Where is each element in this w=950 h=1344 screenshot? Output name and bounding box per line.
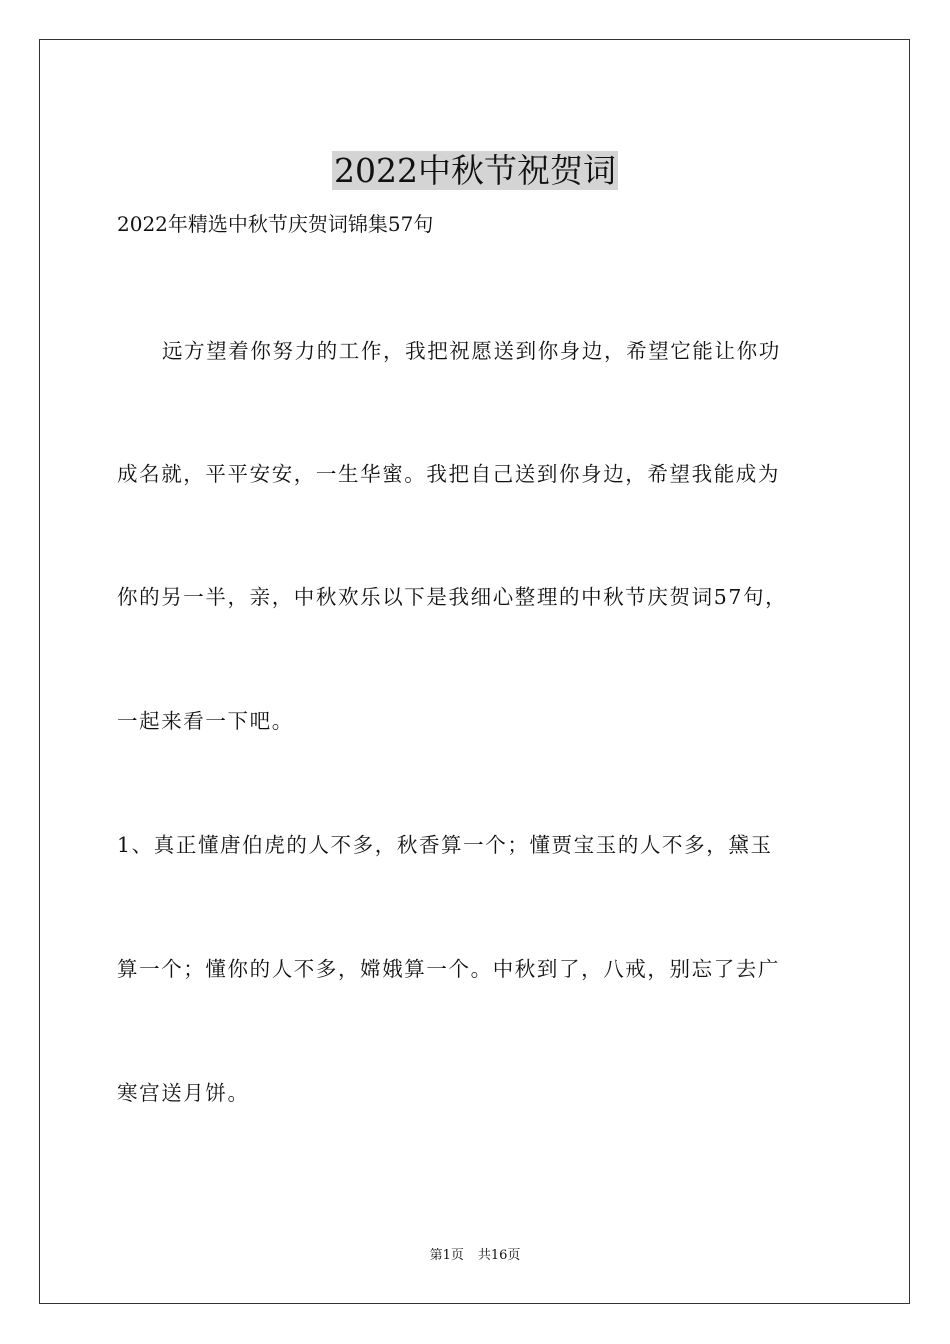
paragraph-line: 你的另一半，亲，中秋欢乐以下是我细心整理的中秋节庆贺词57句， [117,585,788,609]
page-number: 第1页 [429,1248,464,1263]
document-subtitle: 2022年精选中秋节庆贺词锦集57句 [117,212,434,236]
document-title-text: 2022中秋节祝贺词 [334,151,616,191]
paragraph-line: 算一个；懂你的人不多，嫦娥算一个。中秋到了，八戒，别忘了去广 [117,957,780,981]
paragraph-line: 1、真正懂唐伯虎的人不多，秋香算一个；懂贾宝玉的人不多，黛玉 [117,833,773,857]
paragraph-line: 一起来看一下吧。 [117,709,294,733]
paragraph-line: 寒宫送月饼。 [117,1081,250,1105]
document-title [0,150,950,192]
page-footer [0,1247,950,1265]
paragraph-line: 成名就，平平安安，一生华蜜。我把自己送到你身边，希望我能成为 [117,462,780,486]
paragraph-line: 远方望着你努力的工作，我把祝愿送到你身边，希望它能让你功 [162,339,781,363]
page-total: 共16页 [477,1248,521,1263]
